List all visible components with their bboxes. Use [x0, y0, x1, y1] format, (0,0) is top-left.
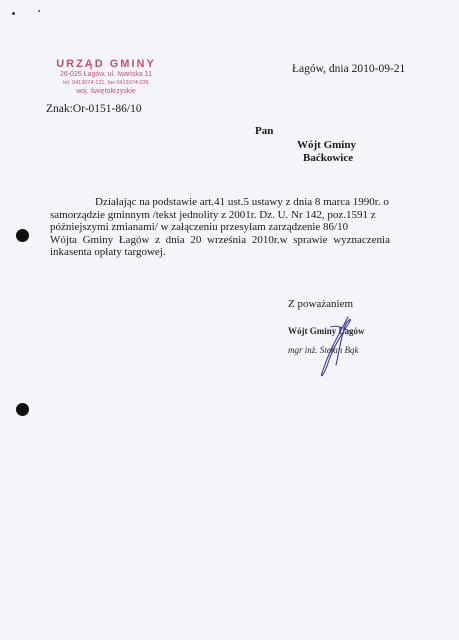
recipient — [297, 139, 356, 165]
scan-speck — [12, 12, 15, 15]
stamp-address: 26-025 Łagów, ul. Iwańska 11 — [59, 71, 153, 78]
punch-hole — [16, 229, 29, 242]
reference-number: Znak:Or-0151-86/10 — [46, 103, 142, 115]
scan-speck — [38, 10, 40, 12]
body-paragraph-2: Wójta Gminy Łagów z dnia 20 września 2010r.w sprawie wyznaczenia inkasenta opłaty targowej. — [50, 233, 390, 258]
salutation: Pan — [255, 125, 274, 137]
recipient-line-1: Wójt Gminy — [297, 139, 356, 151]
office-stamp — [46, 58, 166, 96]
closing: Z poważaniem — [288, 298, 354, 310]
punch-hole — [16, 403, 29, 416]
signature-name: mgr inż. Stefan Bąk — [288, 345, 359, 355]
stamp-phone: tel. 0413074-121, fax 0413074-236 — [63, 80, 149, 86]
stamp-title: URZĄD GMINY — [56, 58, 156, 70]
recipient-line-2: Baćkowice — [303, 152, 354, 164]
body-paragraph-1: Działając na podstawie art.41 ust.5 ustawy z dnia 8 marca 1990r. o samorządzie gminnym /tekst jednolity z 2001r. Dz. U. Nr 142, poz.1591 z późniejszymi zmianami/ w załączeniu przesyłam zarządzenie 86/10 — [50, 196, 389, 233]
stamp-region: woj. świętokrzyskie — [76, 88, 136, 95]
letter-body — [50, 196, 390, 259]
signature-title: Wójt Gminy Łagów — [288, 326, 365, 336]
date-line: Łagów, dnia 2010-09-21 — [292, 63, 406, 75]
handwritten-signature — [300, 313, 380, 383]
